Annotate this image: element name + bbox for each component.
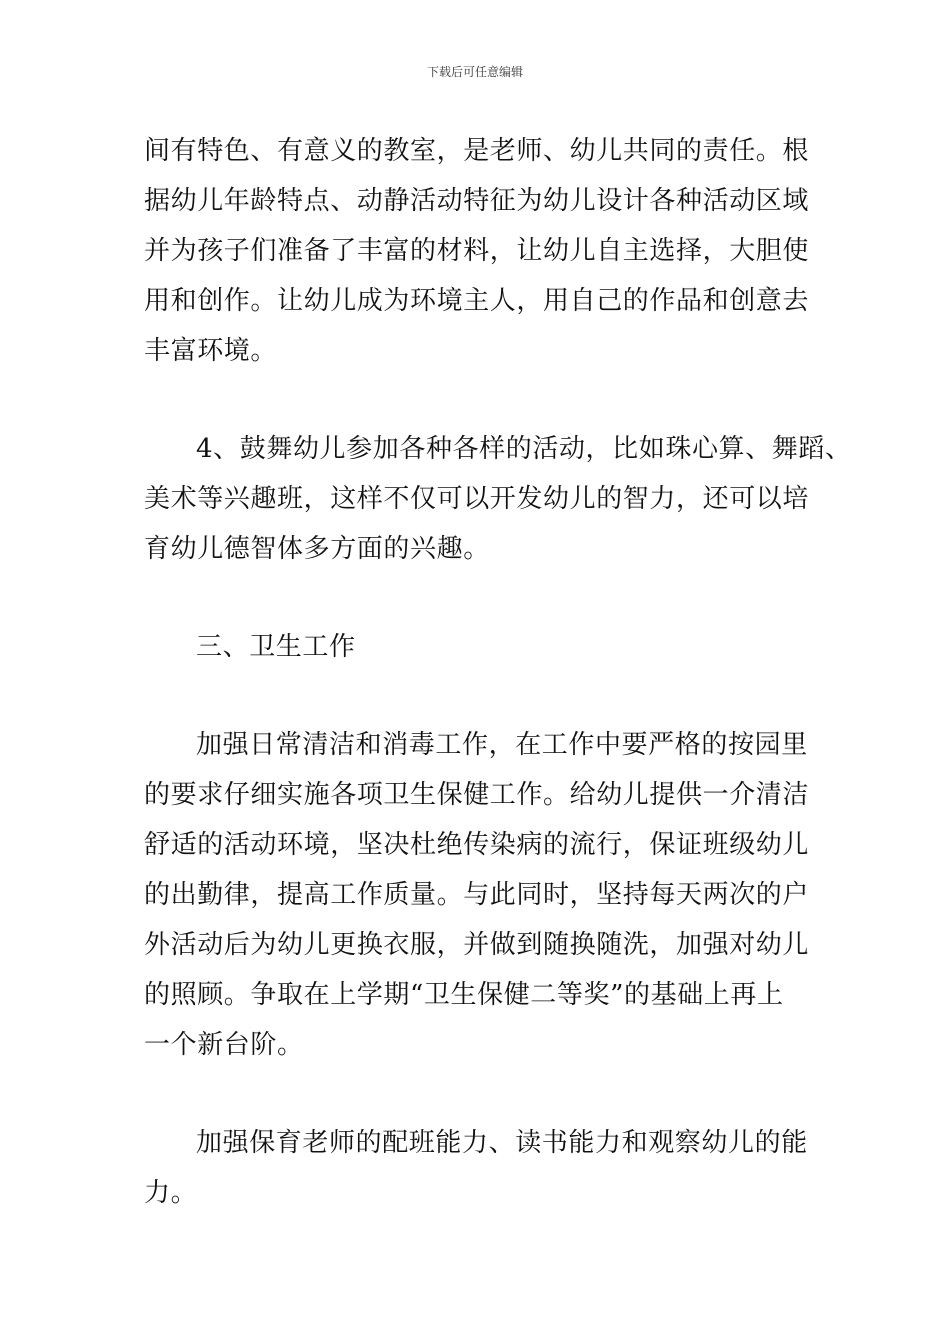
text-line: 丰富环境。: [144, 336, 278, 366]
text-line: 加强日常清洁和消毒工作，在工作中要严格的按园里: [196, 730, 808, 760]
text-line: 育幼儿德智体多方面的兴趣。: [144, 534, 490, 564]
text-line: 据幼儿年龄特点、动静活动特征为幼儿设计各种活动区域: [144, 186, 810, 216]
text-line: 的照顾。争取在上学期“卫生保健二等奖”的基础上再上: [144, 980, 784, 1010]
text-line: 美术等兴趣班，这样不仅可以开发幼儿的智力，还可以培: [144, 484, 810, 514]
text-line: 的要求仔细实施各项卫生保健工作。给幼儿提供一介清洁: [144, 780, 810, 810]
text-line: 并为孩子们准备了丰富的材料，让幼儿自主选择，大胆使: [144, 236, 810, 266]
page-header: 下载后可任意编辑: [426, 65, 523, 79]
paragraph-classroom-environment: [144, 126, 808, 376]
paragraph-item-4: [144, 424, 852, 574]
text-line: 力。: [144, 1178, 198, 1208]
text-line: 舒适的活动环境，坚决杜绝传染病的流行，保证班级幼儿: [144, 830, 810, 860]
text-line: 用和创作。让幼儿成为环境主人，用自己的作品和创意去: [144, 286, 810, 316]
text-line: 间有特色、有意义的教室，是老师、幼儿共同的责任。根: [144, 136, 810, 166]
document-body: [144, 126, 852, 1218]
text-line: 外活动后为幼儿更换衣服，并做到随换随洗，加强对幼儿: [144, 930, 810, 960]
heading-text: 三、卫生工作: [196, 632, 356, 662]
text-line: 4、鼓舞幼儿参加各种各样的活动，比如珠心算、舞蹈、: [196, 434, 852, 464]
text-line: 加强保育老师的配班能力、读书能力和观察幼儿的能: [196, 1128, 808, 1158]
section-heading-hygiene: [144, 622, 808, 672]
text-line: 一个新台阶。: [144, 1030, 304, 1060]
paragraph-hygiene-work: [144, 720, 808, 1070]
paragraph-teacher-ability: [144, 1118, 808, 1218]
text-line: 的出勤律，提高工作质量。与此同时，坚持每天两次的户: [144, 880, 810, 910]
